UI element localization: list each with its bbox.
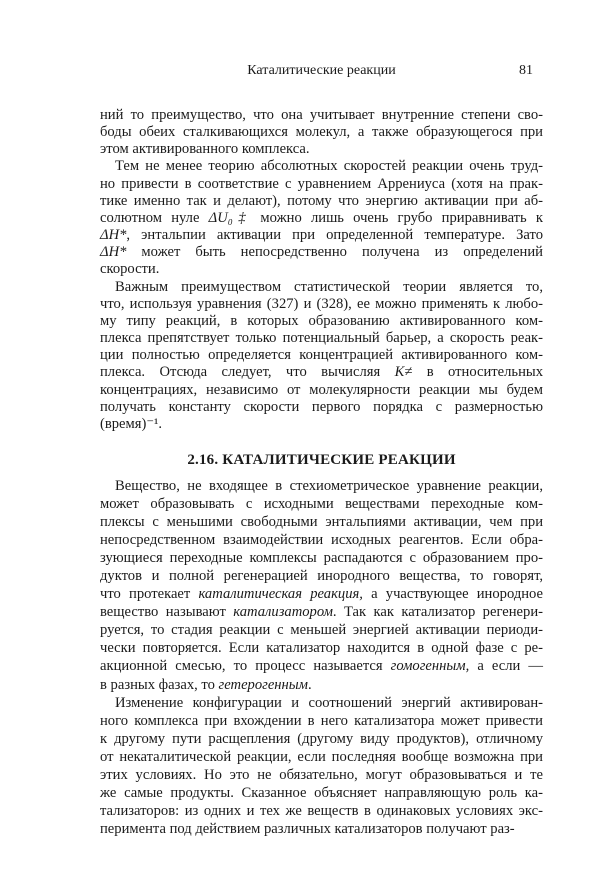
text-block-bottom: [100, 477, 543, 838]
text-run: может быть непосредственно получена из определений: [126, 244, 543, 261]
text-run: Тем не менее теорию абсолютных скоростей реакции очень труд-: [115, 158, 543, 175]
text-line: [100, 820, 543, 838]
text-line: [100, 784, 543, 802]
text-line: [100, 676, 543, 694]
text-line: [100, 730, 543, 748]
italic-term: ΔH*: [100, 244, 127, 261]
italic-term: катализатором: [233, 604, 333, 621]
text-run: может образовывать с исходными веществами переходные ком-: [100, 496, 543, 513]
text-line: [100, 313, 543, 330]
text-run: а участвующее инородное: [362, 586, 544, 603]
paragraph: [100, 279, 543, 433]
text-run: непосредственном взаимодействии исходных реагентов. Если обра-: [100, 532, 543, 549]
text-run: плекса препятствует только потенциальный барьер, а скорость реак-: [100, 330, 543, 347]
text-line: [100, 296, 543, 313]
text-run: перимента под действием различных катализаторов получают раз-: [100, 820, 515, 837]
text-line: [100, 748, 543, 766]
running-head-title: Каталитические реакции: [247, 63, 396, 78]
text-run: получать константу скорости первого порядка с размерностью: [100, 398, 543, 415]
text-line: [100, 416, 543, 433]
text-block-top: [100, 107, 543, 433]
text-line: [100, 621, 543, 639]
text-run: что, используя уравнения (327) и (328), ее можно применять к любо-: [100, 295, 543, 312]
text-line: [100, 124, 543, 141]
text-line: [100, 531, 543, 549]
text-run: плекса. Отсюда следует, что вычисляя: [100, 364, 395, 381]
text-line: [100, 495, 543, 513]
text-run: боды обеих сталкивающихся молекул, а также образующегося при: [100, 124, 543, 141]
text-line: [100, 227, 543, 244]
text-line: [100, 694, 543, 712]
text-line: [100, 585, 543, 603]
text-line: [100, 176, 543, 193]
text-run: ний то преимущество, что она учитывает внутренние степени сво-: [100, 107, 543, 123]
text-run: зующиеся переходные комплексы распадаются с образованием про-: [100, 550, 543, 567]
text-run: Изменение конфигурации и соотношений энергий активирован-: [115, 694, 543, 711]
text-line: [100, 712, 543, 730]
text-line: [100, 244, 543, 261]
paragraph: [100, 477, 543, 694]
text-run: но привести в соответствие с уравнением Аррениуса (хотя на прак-: [100, 175, 543, 192]
italic-term: каталитическая реакция,: [198, 586, 363, 603]
text-line: [100, 347, 543, 364]
text-run: Важным преимуществом статистической теории является то,: [115, 278, 543, 295]
text-run: скорости.: [100, 261, 160, 278]
text-line: [100, 382, 543, 399]
text-run: в относительных: [412, 364, 543, 381]
text-line: [100, 766, 543, 784]
text-line: [100, 107, 543, 124]
text-line: [100, 330, 543, 347]
text-run: этом активированного комплекса.: [100, 141, 310, 158]
text-run: Вещество, не входящее в стехиометрическое уравнение реакции,: [115, 478, 543, 494]
text-run: тализаторов: из одних и тех же веществ в одинаковых условиях экс-: [100, 802, 543, 819]
text-run: же самые продукты. Сказанное объясняет направляющую роль ка-: [100, 784, 543, 801]
text-run: а если —: [469, 658, 543, 675]
section-heading: 2.16. КАТАЛИТИЧЕСКИЕ РЕАКЦИИ: [187, 452, 456, 468]
text-line: [100, 279, 543, 296]
text-line: [100, 364, 543, 381]
text-run: (время)⁻¹.: [100, 415, 163, 432]
text-line: [100, 567, 543, 585]
text-run: вещество называют: [100, 604, 234, 621]
page-number: 81: [519, 63, 533, 78]
text-line: [100, 261, 543, 278]
running-head: [100, 63, 543, 81]
text-run: акционной смесью, то процесс называется: [100, 658, 391, 675]
text-run: что протекает: [100, 586, 199, 603]
text-run: ного комплекса при вхождении в него катализатора может привести: [100, 712, 543, 729]
text-run: концентрациях, независимо от молекулярности реакции мы будем: [100, 381, 543, 398]
text-run: можно лишь очень грубо приравнивать к: [251, 209, 543, 226]
text-line: [100, 399, 543, 416]
text-line: [100, 193, 543, 210]
text-run: .: [307, 676, 312, 693]
text-run: в разных фазах, то: [100, 676, 219, 693]
text-run: плексы с меньшими свободными энтальпиями активации, чем при: [100, 514, 543, 531]
text-run: , энтальпии активации при определенной температуре. Зато: [126, 227, 543, 244]
text-line: [100, 477, 543, 495]
italic-term: K≠: [394, 364, 413, 381]
text-run: . Так как катализатор регенери-: [332, 604, 543, 621]
paragraph: [100, 107, 543, 158]
italic-term: ΔH*: [100, 227, 127, 244]
text-line: [100, 141, 543, 158]
italic-term: гетерогенным: [218, 676, 308, 693]
text-run: солютном нуле: [100, 209, 209, 226]
text-line: [100, 549, 543, 567]
text-line: [100, 158, 543, 175]
text-line: [100, 639, 543, 657]
text-run: му типу реакций, в которых образованию активированного ком-: [100, 312, 543, 329]
italic-term: гомогенным,: [390, 658, 470, 675]
text-run: от некаталитической реакции, если последняя вообще возможна при: [100, 748, 543, 765]
text-run: дуктов и полной регенерацией инородного вещества, то говорят,: [100, 568, 543, 585]
text-run: этих условиях. Но это не обязательно, могут образовываться и те: [100, 766, 543, 783]
text-run: ции полностью определяется концентрацией активированного ком-: [100, 347, 543, 364]
text-line: [100, 603, 543, 621]
text-line: [100, 513, 543, 531]
paragraph: [100, 694, 543, 838]
text-run: к другому пути расщепления (другому виду продуктов), отличному: [100, 730, 543, 747]
text-run: руется, то стадия реакции с меньшей энергией активации периоди-: [100, 622, 543, 639]
text-line: [100, 657, 543, 675]
italic-term: ΔU₀‡: [208, 209, 252, 226]
text-run: чески повторяется. Если катализатор находится в одной фазе с ре-: [100, 640, 543, 657]
text-run: тике именно так и делают), потому что энергию активации при аб-: [100, 192, 543, 209]
text-line: [100, 210, 543, 227]
paragraph: [100, 158, 543, 278]
text-line: [100, 802, 543, 820]
